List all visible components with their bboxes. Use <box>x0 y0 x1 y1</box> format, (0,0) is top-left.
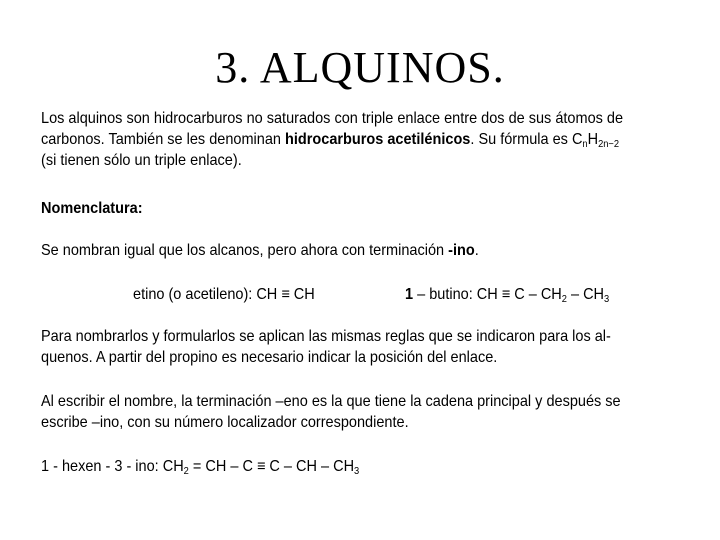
example-butino <box>405 284 609 305</box>
intro-bold-term: hidrocarburos acetilénicos <box>285 131 471 148</box>
rule-end: . <box>474 242 479 259</box>
escribir-line-1: Al escribir el nombre, la terminación –eno es la que tiene la cadena principal y después se <box>41 393 621 410</box>
hexeno-sub-3: 3 <box>354 466 360 477</box>
page-title: 3. ALQUINOS. <box>215 43 505 92</box>
formula-sub-2n2: 2n−2 <box>598 139 620 150</box>
intro-paragraph <box>41 108 636 171</box>
hexeno-sub-2: 2 <box>183 466 189 477</box>
intro-text-1: Los alquinos son hidrocarburos no saturados con triple enlace entre dos de sus átomos de carbonos. También se les denominan <box>41 110 624 148</box>
butino-text-a: – butino: CH ≡ C – CH <box>413 286 562 303</box>
intro-text-2: . Su fórmula es C <box>470 131 583 148</box>
butino-sub-3: 3 <box>604 294 610 305</box>
example-hexeno <box>41 456 359 477</box>
hexeno-text-a: 1 - hexen - 3 - ino: CH <box>41 458 184 475</box>
butino-number: 1 <box>405 286 414 303</box>
intro-text-3: (si tienen sólo un triple enlace). <box>41 152 242 169</box>
hexeno-text-b: = CH – C ≡ C – CH – CH <box>188 458 355 475</box>
example-etino: etino (o acetileno): CH ≡ CH <box>133 286 315 303</box>
para-line-1: Para nombrarlos y formularlos se aplican las mismas reglas que se indicaron para los al- <box>41 328 611 345</box>
rule-suffix: -ino <box>448 242 475 259</box>
butino-sub-2: 2 <box>561 294 567 305</box>
formula-h: H <box>587 131 599 148</box>
nomenclatura-rule <box>41 240 479 261</box>
formula-sub-n: n <box>582 139 588 150</box>
butino-text-b: – CH <box>566 286 605 303</box>
rule-text: Se nombran igual que los alcanos, pero ahora con terminación <box>41 242 449 259</box>
nomenclatura-heading <box>41 198 143 219</box>
escribir-line-2: escribe –ino, con su número localizador correspondiente. <box>41 414 409 431</box>
nomenclatura-heading-text: Nomenclatura: <box>41 200 143 217</box>
para-line-2: quenos. A partir del propino es necesario indicar la posición del enlace. <box>41 349 498 366</box>
